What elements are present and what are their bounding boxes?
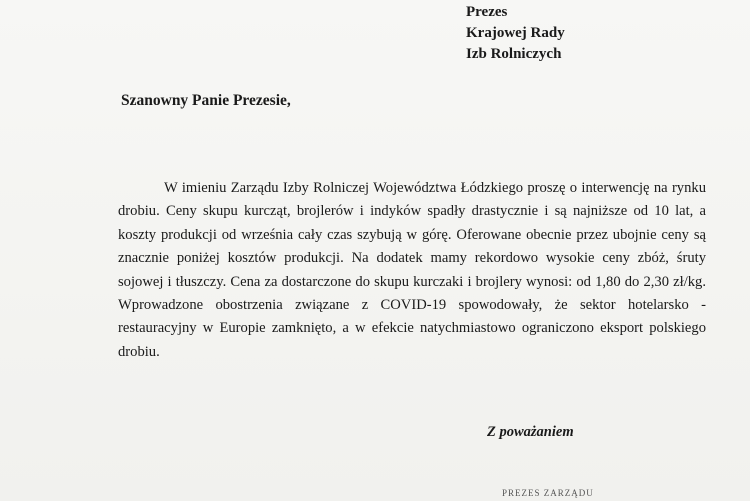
closing: Z poważaniem (487, 424, 574, 440)
recipient-line-3: Izb Rolniczych (466, 46, 562, 62)
recipient-line-1: Prezes (466, 4, 508, 20)
letter-body: W imieniu Zarządu Izby Rolniczej Województwa Łódzkiego proszę o interwencję na rynku drobiu. Ceny skupu kurcząt, brojlerów i indyków spadły drastycznie i są najniższe od 10 lat, a koszty produkcji od września cały czas szybują w górę. Oferowane obecnie przez ubojnie ceny są znacznie poniżej kosztów produkcji. Na dodatek mamy rekordowo wysokie ceny zbóż, śruty sojowej i tłuszczy. Cena za dostarczone do skupu kurczaki i brojlery wynosi: od 1,80 do 2,30 zł/kg. Wprowadzone obostrzenia związane z COVID-19 spowodowały, że sektor hotelarsko - restauracyjny w Europie zamknięto, a w efekcie natychmiastowo ograniczono eksport polskiego drobiu. (118, 180, 706, 360)
recipient-block (466, 2, 565, 65)
signature-stamp: PREZES ZARZĄDU (502, 488, 594, 498)
recipient-line-2: Krajowej Rady (466, 25, 565, 41)
salutation: Szanowny Panie Prezesie, (121, 92, 291, 109)
